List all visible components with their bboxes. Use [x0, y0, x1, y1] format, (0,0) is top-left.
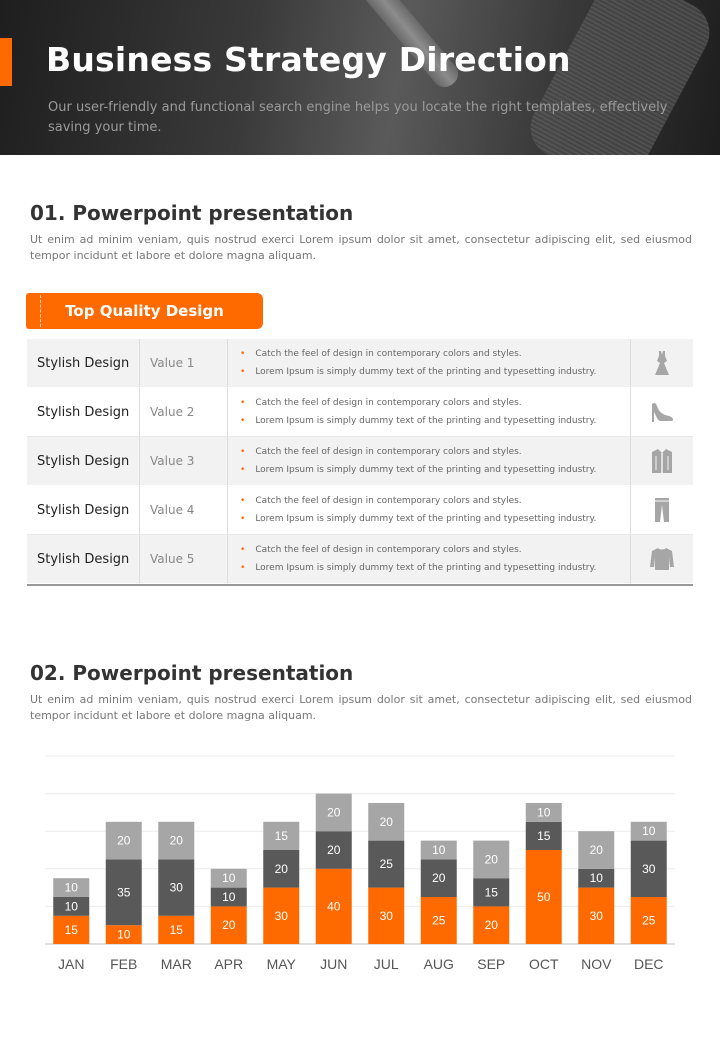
row-bullet: • Lorem Ipsum is simply dummy text of the printing and typesetting industry.	[240, 514, 597, 524]
jacket-icon	[631, 437, 693, 485]
data-label: 20	[117, 833, 131, 848]
data-label: 10	[222, 890, 236, 904]
sweater-icon	[631, 535, 693, 583]
data-label: 20	[484, 918, 498, 933]
row-name: Stylish Design	[27, 437, 140, 485]
data-label: 10	[589, 871, 603, 886]
data-label: 30	[642, 861, 656, 876]
top-quality-badge	[26, 293, 263, 329]
data-label: 30	[274, 908, 288, 923]
row-bullets	[228, 437, 631, 485]
row-name: Stylish Design	[27, 535, 140, 583]
row-bullets	[228, 535, 631, 583]
x-tick-label: NOV	[581, 956, 612, 972]
data-label: 20	[432, 871, 446, 886]
data-label: 40	[327, 899, 341, 914]
data-label: 10	[222, 871, 236, 886]
row-bullets	[228, 339, 631, 387]
data-label: 20	[222, 918, 236, 933]
page-subtitle: Our user-friendly and functional search engine helps you locate the right templates, effectively saving your time.	[48, 100, 668, 135]
monthly-stacked-bar-chart	[0, 740, 720, 980]
data-label: 30	[169, 880, 183, 895]
row-bullet: • Lorem Ipsum is simply dummy text of the printing and typesetting industry.	[240, 416, 597, 426]
row-bullet: • Catch the feel of design in contemporary colors and styles.	[240, 349, 522, 359]
row-value: Value 2	[140, 388, 228, 436]
data-label: 20	[274, 861, 288, 876]
header-accent-bar	[0, 38, 12, 86]
x-tick-label: SEP	[477, 956, 506, 972]
data-label: 10	[642, 824, 656, 839]
badge-label: Top Quality Design	[65, 302, 224, 320]
row-name: Stylish Design	[27, 486, 140, 534]
section2-title: 02. Powerpoint presentation	[30, 661, 354, 685]
table-row	[27, 339, 693, 388]
x-tick-label: JAN	[58, 956, 85, 972]
data-label: 15	[274, 828, 288, 843]
x-tick-label: MAR	[160, 956, 192, 972]
data-label: 10	[432, 843, 446, 857]
row-bullet: • Lorem Ipsum is simply dummy text of the printing and typesetting industry.	[240, 367, 597, 377]
dress-icon	[631, 339, 693, 387]
data-label: 20	[379, 814, 393, 829]
row-bullets	[228, 388, 631, 436]
data-label: 25	[432, 913, 446, 928]
data-label: 15	[484, 885, 498, 900]
x-tick-label: OCT	[528, 956, 559, 972]
x-tick-label: MAY	[266, 956, 296, 972]
table-row	[27, 486, 693, 535]
row-bullet: • Lorem Ipsum is simply dummy text of the printing and typesetting industry.	[240, 465, 597, 475]
data-label: 30	[589, 908, 603, 923]
high-heel-icon	[631, 388, 693, 436]
data-label: 10	[64, 880, 78, 895]
data-label: 10	[64, 899, 78, 914]
trousers-icon	[631, 486, 693, 534]
data-label: 15	[64, 922, 78, 937]
row-value: Value 1	[140, 339, 228, 387]
x-tick-label: AUG	[423, 956, 454, 972]
row-value: Value 5	[140, 535, 228, 583]
design-table	[27, 339, 693, 586]
data-label: 10	[117, 927, 131, 942]
page-title: Business Strategy Direction	[46, 40, 571, 79]
data-label: 20	[589, 843, 603, 857]
x-tick-label: JUL	[373, 956, 399, 972]
row-bullet: • Catch the feel of design in contemporary colors and styles.	[240, 398, 522, 408]
x-tick-label: APR	[214, 956, 244, 972]
x-tick-label: JUN	[320, 956, 348, 972]
row-bullet: • Catch the feel of design in contemporary colors and styles.	[240, 545, 522, 555]
table-row	[27, 437, 693, 486]
table-row	[27, 388, 693, 437]
section1-title: 01. Powerpoint presentation	[30, 201, 354, 225]
header-banner	[0, 0, 720, 155]
section2-text: Ut enim ad minim veniam, quis nostrud exerci Lorem ipsum dolor sit amet, consectetur adipiscing elit, sed eiusmod tempor incidunt et labore et dolore magna aliquam.	[30, 693, 692, 722]
table-row	[27, 535, 693, 584]
data-label: 30	[379, 908, 393, 923]
row-bullet: • Catch the feel of design in contemporary colors and styles.	[240, 496, 522, 506]
data-label: 20	[169, 833, 183, 848]
data-label: 35	[117, 885, 131, 900]
row-name: Stylish Design	[27, 388, 140, 436]
x-tick-label: FEB	[110, 956, 138, 972]
data-label: 15	[537, 828, 551, 843]
data-label: 50	[537, 890, 551, 904]
data-label: 20	[327, 843, 341, 857]
row-bullet: • Catch the feel of design in contemporary colors and styles.	[240, 447, 522, 457]
x-tick-label: DEC	[633, 956, 664, 972]
data-label: 25	[642, 913, 656, 928]
row-value: Value 4	[140, 486, 228, 534]
row-bullet: • Lorem Ipsum is simply dummy text of the printing and typesetting industry.	[240, 563, 597, 573]
data-label: 25	[379, 857, 393, 872]
row-value: Value 3	[140, 437, 228, 485]
row-name: Stylish Design	[27, 339, 140, 387]
data-label: 15	[169, 922, 183, 937]
row-bullets	[228, 486, 631, 534]
data-label: 20	[484, 852, 498, 867]
data-label: 10	[537, 805, 551, 820]
section1-text: Ut enim ad minim veniam, quis nostrud exerci Lorem ipsum dolor sit amet, consectetur adipiscing elit, sed eiusmod tempor incidunt et labore et dolore magna aliquam.	[30, 233, 692, 262]
data-label: 20	[327, 805, 341, 820]
